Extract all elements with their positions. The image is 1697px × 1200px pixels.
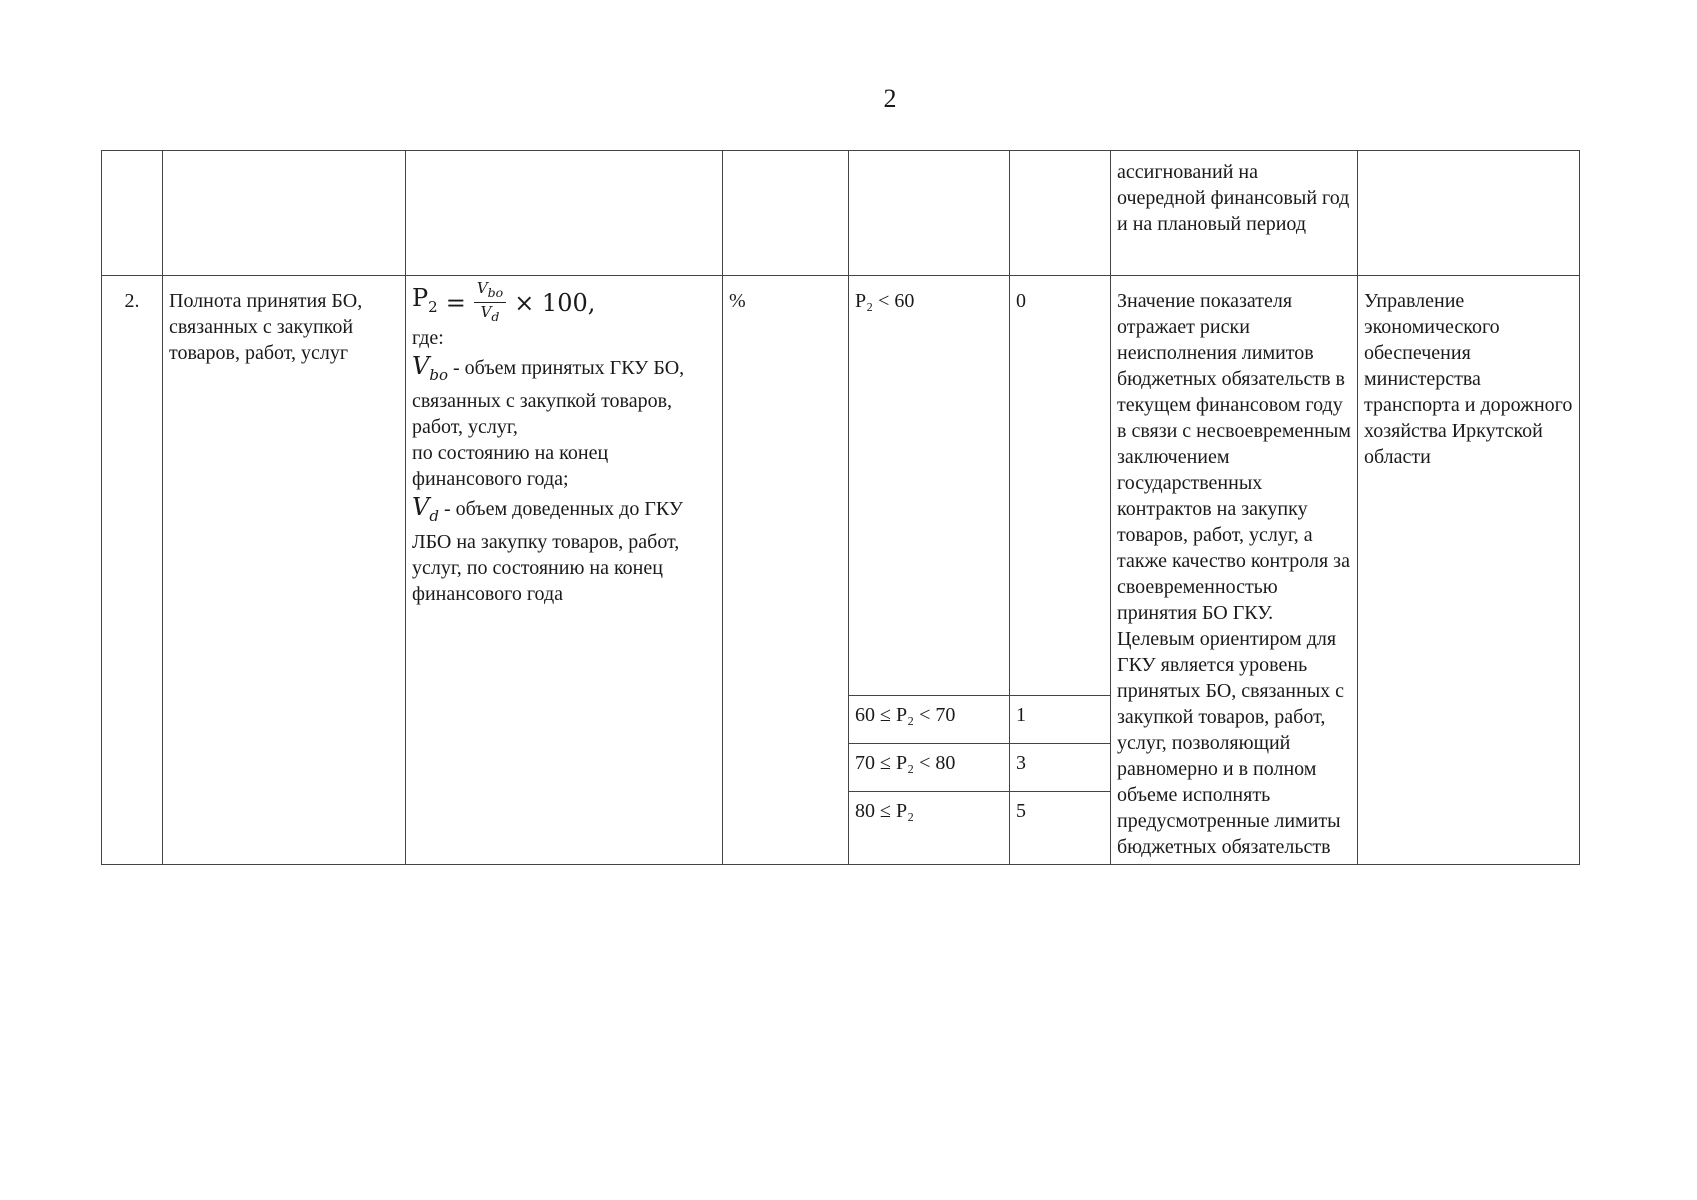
indicator-formula <box>406 276 723 865</box>
cell-empty <box>849 151 1010 276</box>
cell-empty <box>163 151 406 276</box>
formula-multiplier: × 100, <box>514 288 596 317</box>
scale-condition: P₂ < 60 <box>849 276 1009 696</box>
formula-var-bo: $V_{bo}$ - объем принятых ГКУ БО, связанных с закупкой товаров, работ, услуг, <box>412 352 685 438</box>
cell-empty <box>102 151 163 276</box>
description-continuation: ассигнований на очередной финансовый год и на плановый период <box>1111 151 1358 276</box>
scale-score: 3 <box>1010 744 1110 792</box>
indicator-unit: % <box>723 276 849 865</box>
scale-score: 1 <box>1010 696 1110 744</box>
formula-equals: = <box>445 288 466 317</box>
scale-condition: 80 ≤ P₂ <box>855 800 915 822</box>
scale-score: 0 <box>1010 276 1110 696</box>
indicator-responsible: Управление экономического обеспечения министерства транспорта и дорожного хозяйства Иркутской области <box>1358 276 1580 865</box>
formula-var-bo-continued: по состоянию на конец финансового года; <box>412 441 609 490</box>
formula-denominator: $V_d$ <box>480 303 500 324</box>
scale-score: 5 <box>1016 800 1026 822</box>
scale-conditions <box>849 276 1010 865</box>
formula-numerator: $V_{bo}$ <box>474 280 506 303</box>
formula-var-d: $V_d$ - объем доведенных до ГКУ ЛБО на закупку товаров, работ, услуг, по состоянию на конец финансового года <box>412 492 684 605</box>
continuation-row <box>102 151 1580 276</box>
cell-empty <box>406 151 723 276</box>
cell-empty <box>1010 151 1111 276</box>
formula-lhs: $P_2$ <box>412 284 438 316</box>
indicators-table <box>101 150 1580 865</box>
indicator-number: 2. <box>102 276 163 865</box>
page-number: 2 <box>883 84 897 113</box>
scale-scores <box>1010 276 1111 865</box>
cell-empty <box>1358 151 1580 276</box>
cell-empty <box>723 151 849 276</box>
indicator-description: Значение показателя отражает риски неисполнения лимитов бюджетных обязательств в текущем финансовом году в связи с несвоевременным заключением государственных контрактов на закупку товаров, работ, услуг, а также качество контроля за своевременностью принятия БО ГКУ. Целевым ориентиром для ГКУ является уровень принятых БО, связанных с закупкой товаров, работ, услуг, позволяющий равномерно и в полном объеме исполнять предусмотренные лимиты бюджетных обязательств <box>1111 276 1358 865</box>
indicator-row <box>102 276 1580 865</box>
formula-expression <box>412 280 716 325</box>
indicator-name: Полнота принятия БО, связанных с закупкой товаров, работ, услуг <box>163 276 406 865</box>
scale-condition: 60 ≤ P₂ < 70 <box>849 696 1009 744</box>
formula-fraction <box>474 280 506 325</box>
scale-condition: 70 ≤ P₂ < 80 <box>849 744 1009 792</box>
formula-where: где: <box>412 327 444 349</box>
